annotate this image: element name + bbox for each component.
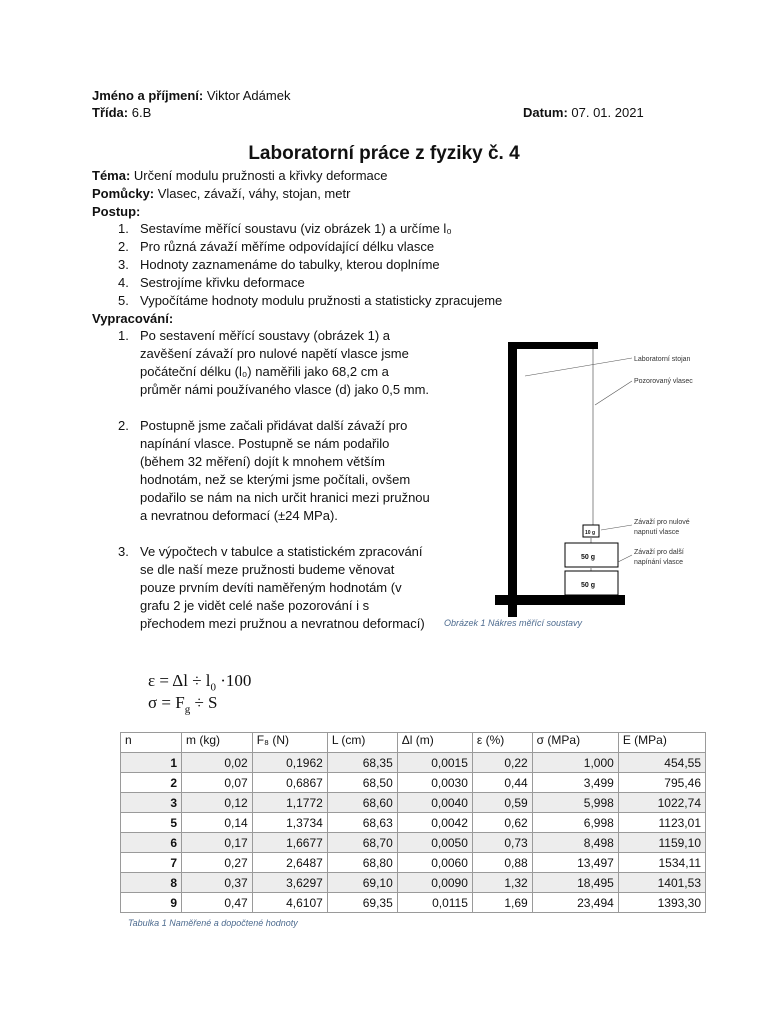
stand-pole	[508, 342, 517, 617]
table-cell: 23,494	[532, 893, 618, 913]
table-cell: 2,6487	[252, 853, 327, 873]
small-weight-label: 10 g	[585, 530, 596, 536]
table-cell: 0,0015	[397, 753, 472, 773]
table-caption: Tabulka 1 Naměřené a dopočtené hodnoty	[128, 918, 298, 928]
label-stand: Laboratorní stojan	[634, 356, 691, 363]
formula-stress: $\sigma = F_g \div S$	[148, 693, 218, 716]
table-cell: 1,000	[532, 753, 618, 773]
table-cell: 0,0042	[397, 813, 472, 833]
table-cell: 0,6867	[252, 773, 327, 793]
table-cell: 0,0050	[397, 833, 472, 853]
header-dl: Δl (m)	[397, 733, 472, 753]
work-item: 2. Postupně jsme začali přidávat další závaží pro napínání vlasce. Postupně se nám podařilo (během 32 měření) dojít k mnohem větším hodnotám, než se kterými jsme počítali, ovšem podařilo se nám na nich určit hranici mezi pružnou a nevratnou deformací (±24 MPa).	[118, 418, 430, 523]
table-cell: 0,73	[472, 833, 532, 853]
class-label: Třída:	[92, 105, 129, 120]
table-cell: 7	[121, 853, 182, 873]
table-cell: 2	[121, 773, 182, 793]
topic-line	[92, 167, 388, 185]
table-row	[121, 753, 706, 773]
label-more-2: napínání vlasce	[634, 559, 684, 566]
weight-label-2: 50 g	[581, 582, 596, 589]
formula-strain: $\varepsilon = \Delta l \div l_0 \cdot 100$	[148, 671, 252, 694]
table-row	[121, 873, 706, 893]
table-body	[121, 753, 706, 913]
table-cell: 0,62	[472, 813, 532, 833]
header-n: n	[121, 733, 182, 753]
table-cell: 68,50	[327, 773, 397, 793]
table-row	[121, 793, 706, 813]
table-cell: 1,32	[472, 873, 532, 893]
table-cell: 8,498	[532, 833, 618, 853]
table-cell: 9	[121, 893, 182, 913]
table-row	[121, 853, 706, 873]
table-row	[121, 893, 706, 913]
procedure-item: 1. Sestavíme měřící soustavu (viz obrázek 1) a určíme l₀	[118, 221, 452, 236]
table-cell: 0,0040	[397, 793, 472, 813]
table-cell: 0,02	[182, 753, 253, 773]
table-cell: 1,3734	[252, 813, 327, 833]
tools-value: Vlasec, závaží, váhy, stojan, metr	[154, 186, 351, 201]
procedure-item: 3. Hodnoty zaznamenáme do tabulky, kterou doplníme	[118, 257, 440, 272]
table-cell: 0,0090	[397, 873, 472, 893]
class-value: 6.B	[128, 105, 152, 120]
procedure-item: 5. Vypočítáme hodnoty modulu pružnosti a statisticky zpracujeme	[118, 293, 503, 308]
date-line	[523, 104, 644, 122]
header-sigma: σ (MPa)	[532, 733, 618, 753]
topic-label: Téma:	[92, 168, 131, 183]
work-list	[118, 327, 430, 633]
label-zero-2: napnutí vlasce	[634, 529, 680, 536]
class-line	[92, 104, 151, 122]
table-cell: 0,1962	[252, 753, 327, 773]
table-cell: 1159,10	[618, 833, 705, 853]
table-row	[121, 813, 706, 833]
header-m: m (kg)	[182, 733, 253, 753]
date-value: 07. 01. 2021	[567, 105, 644, 120]
table-cell: 1	[121, 753, 182, 773]
table-cell: 0,12	[182, 793, 253, 813]
table-cell: 3,499	[532, 773, 618, 793]
table-cell: 6,998	[532, 813, 618, 833]
table-cell: 68,80	[327, 853, 397, 873]
label-line: Pozorovaný vlasec	[634, 378, 693, 385]
work-item: 1. Po sestavení měřící soustavy (obrázek 1) a zavěšení závaží pro nulové napětí vlasce jsme počáteční délku (l₀) naměřili jako 68,2 cm a průměr námi používaného vlasce (d) jako 0,5 mm.	[118, 328, 430, 397]
work-heading: Vypracování:	[92, 311, 174, 326]
topic-value: Určení modulu pružnosti a křivky deformace	[130, 168, 388, 183]
table-cell: 0,37	[182, 873, 253, 893]
procedure-item: 4. Sestrojíme křivku deformace	[118, 275, 305, 290]
table-cell: 0,22	[472, 753, 532, 773]
table-cell: 0,0030	[397, 773, 472, 793]
table-cell: 0,07	[182, 773, 253, 793]
table-cell: 5	[121, 813, 182, 833]
table-cell: 13,497	[532, 853, 618, 873]
table-cell: 3	[121, 793, 182, 813]
procedure-list	[118, 220, 502, 310]
table-header-row	[121, 733, 706, 753]
table-cell: 6	[121, 833, 182, 853]
header-e: E (MPa)	[618, 733, 705, 753]
table-cell: 1534,11	[618, 853, 705, 873]
table-row	[121, 773, 706, 793]
tools-line	[92, 185, 350, 203]
table-cell: 0,44	[472, 773, 532, 793]
apparatus-figure	[440, 325, 715, 625]
table-cell: 454,55	[618, 753, 705, 773]
table-cell: 3,6297	[252, 873, 327, 893]
stand-arm	[508, 342, 598, 349]
weight-label-1: 50 g	[581, 554, 596, 561]
table-cell: 68,70	[327, 833, 397, 853]
table-cell: 1,1772	[252, 793, 327, 813]
table-cell: 68,35	[327, 753, 397, 773]
figure-caption: Obrázek 1 Nákres měřící soustavy	[444, 618, 583, 628]
table-cell: 1393,30	[618, 893, 705, 913]
table-cell: 795,46	[618, 773, 705, 793]
header-eps: ε (%)	[472, 733, 532, 753]
label-zero-1: Závaží pro nulové	[634, 519, 690, 526]
table-cell: 68,60	[327, 793, 397, 813]
header-l: L (cm)	[327, 733, 397, 753]
label-more-1: Závaží pro další	[634, 549, 684, 556]
name-value: Viktor Adámek	[203, 88, 291, 103]
table-cell: 0,0115	[397, 893, 472, 913]
procedure-item: 2. Pro různá závaží měříme odpovídající délku vlasce	[118, 239, 435, 254]
table-row	[121, 833, 706, 853]
table-cell: 0,14	[182, 813, 253, 833]
table-cell: 1123,01	[618, 813, 705, 833]
table-cell: 1401,53	[618, 873, 705, 893]
header-f: F₈ (N)	[252, 733, 327, 753]
table-cell: 8	[121, 873, 182, 893]
table-cell: 5,998	[532, 793, 618, 813]
table-cell: 4,6107	[252, 893, 327, 913]
tools-label: Pomůcky:	[92, 186, 155, 201]
procedure-heading: Postup:	[92, 204, 141, 219]
name-label: Jméno a příjmení:	[92, 88, 204, 103]
table-cell: 0,27	[182, 853, 253, 873]
table-cell: 0,88	[472, 853, 532, 873]
page-title: Laboratorní práce z fyziky č. 4	[248, 143, 520, 164]
table-cell: 0,59	[472, 793, 532, 813]
table-cell: 0,47	[182, 893, 253, 913]
table-cell: 68,63	[327, 813, 397, 833]
table-cell: 1,69	[472, 893, 532, 913]
table-cell: 69,10	[327, 873, 397, 893]
table-cell: 1,6677	[252, 833, 327, 853]
stand-base	[495, 595, 625, 605]
date-label: Datum:	[523, 105, 568, 120]
measurement-table	[120, 732, 706, 913]
table-cell: 18,495	[532, 873, 618, 893]
table-cell: 0,0060	[397, 853, 472, 873]
table-cell: 69,35	[327, 893, 397, 913]
work-item: 3. Ve výpočtech v tabulce a statistickém zpracování se dle naší meze pružnosti budeme věnovat pouze prvním devíti naměřeným hodnotám (v grafu 2 je vidět celé naše pozorování i s přechodem mezi pružnou a nevratnou deformací)	[118, 544, 425, 631]
name-line	[92, 87, 290, 105]
table-cell: 1022,74	[618, 793, 705, 813]
table-cell: 0,17	[182, 833, 253, 853]
